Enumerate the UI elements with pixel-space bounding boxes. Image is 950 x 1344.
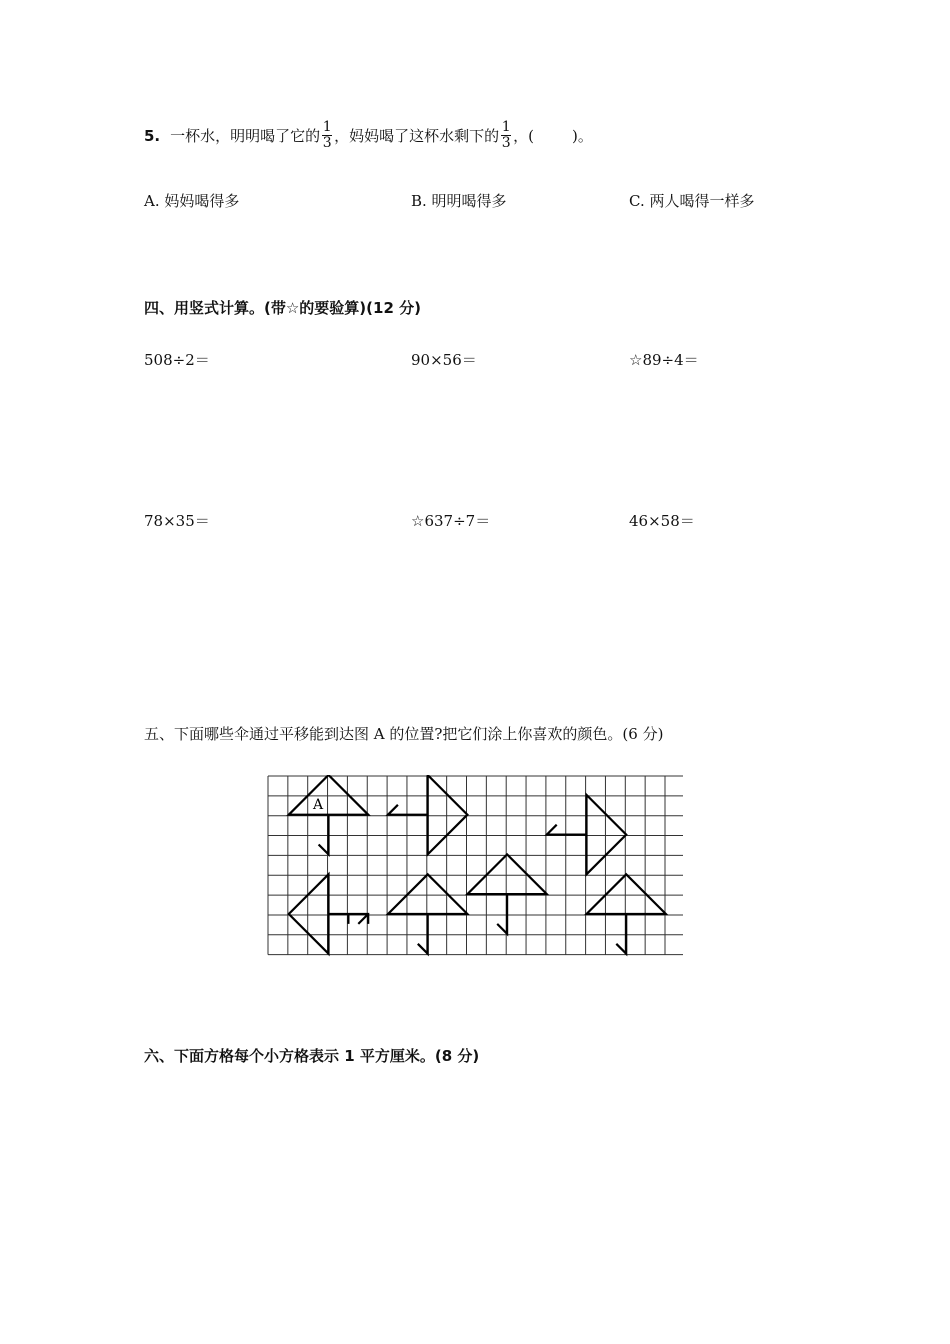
fraction-numerator: 1 bbox=[501, 119, 511, 135]
calc-89-div-4: ☆89÷4＝ bbox=[629, 351, 699, 369]
calc-508-div-2: 508÷2＝ bbox=[144, 351, 210, 369]
umbrella-up-1[interactable] bbox=[388, 874, 467, 953]
question-text-part2: ，妈妈喝了这杯水剩下的 bbox=[334, 127, 500, 145]
calc-78-times-35: 78×35＝ bbox=[144, 512, 210, 530]
fraction-denominator: 3 bbox=[322, 135, 332, 151]
umbrella-grid-svg bbox=[267, 775, 683, 957]
umbrella-left[interactable] bbox=[289, 874, 368, 953]
option-a[interactable]: A. 妈妈喝得多 bbox=[144, 192, 240, 210]
question-text-part3: ，( bbox=[513, 127, 535, 145]
option-b[interactable]: B. 明明喝得多 bbox=[411, 192, 507, 210]
fraction-numerator: 1 bbox=[322, 119, 332, 135]
fraction-one-third bbox=[501, 120, 511, 151]
umbrella-up-3[interactable] bbox=[587, 874, 666, 953]
fraction-denominator: 3 bbox=[501, 135, 511, 151]
question-text-part4: )。 bbox=[572, 127, 593, 145]
calc-90-times-56: 90×56＝ bbox=[411, 351, 477, 369]
umbrella-up-2[interactable] bbox=[467, 854, 546, 933]
question-5 bbox=[144, 120, 593, 151]
section-6-heading: 六、下面方格每个小方格表示 1 平方厘米。(8 分) bbox=[144, 1047, 480, 1065]
fraction-one-third bbox=[322, 120, 332, 151]
umbrella-grid-figure bbox=[267, 775, 683, 961]
umbrella-a-label: A bbox=[313, 797, 324, 813]
option-c[interactable]: C. 两人喝得一样多 bbox=[629, 192, 755, 210]
umbrella-a bbox=[289, 775, 368, 854]
question-number: 5. bbox=[144, 126, 161, 145]
umbrella-right-2[interactable] bbox=[547, 795, 626, 874]
section-5-heading: 五、下面哪些伞通过平移能到达图 A 的位置?把它们涂上你喜欢的颜色。(6 分) bbox=[144, 725, 664, 743]
calc-46-times-58: 46×58＝ bbox=[629, 512, 695, 530]
question-text-part1: 一杯水，明明喝了它的 bbox=[170, 127, 321, 145]
umbrella-right-1[interactable] bbox=[388, 775, 467, 854]
grid-lines bbox=[268, 776, 683, 955]
calc-637-div-7: ☆637÷7＝ bbox=[411, 512, 491, 530]
section-4-heading: 四、用竖式计算。(带☆的要验算)(12 分) bbox=[144, 299, 421, 317]
